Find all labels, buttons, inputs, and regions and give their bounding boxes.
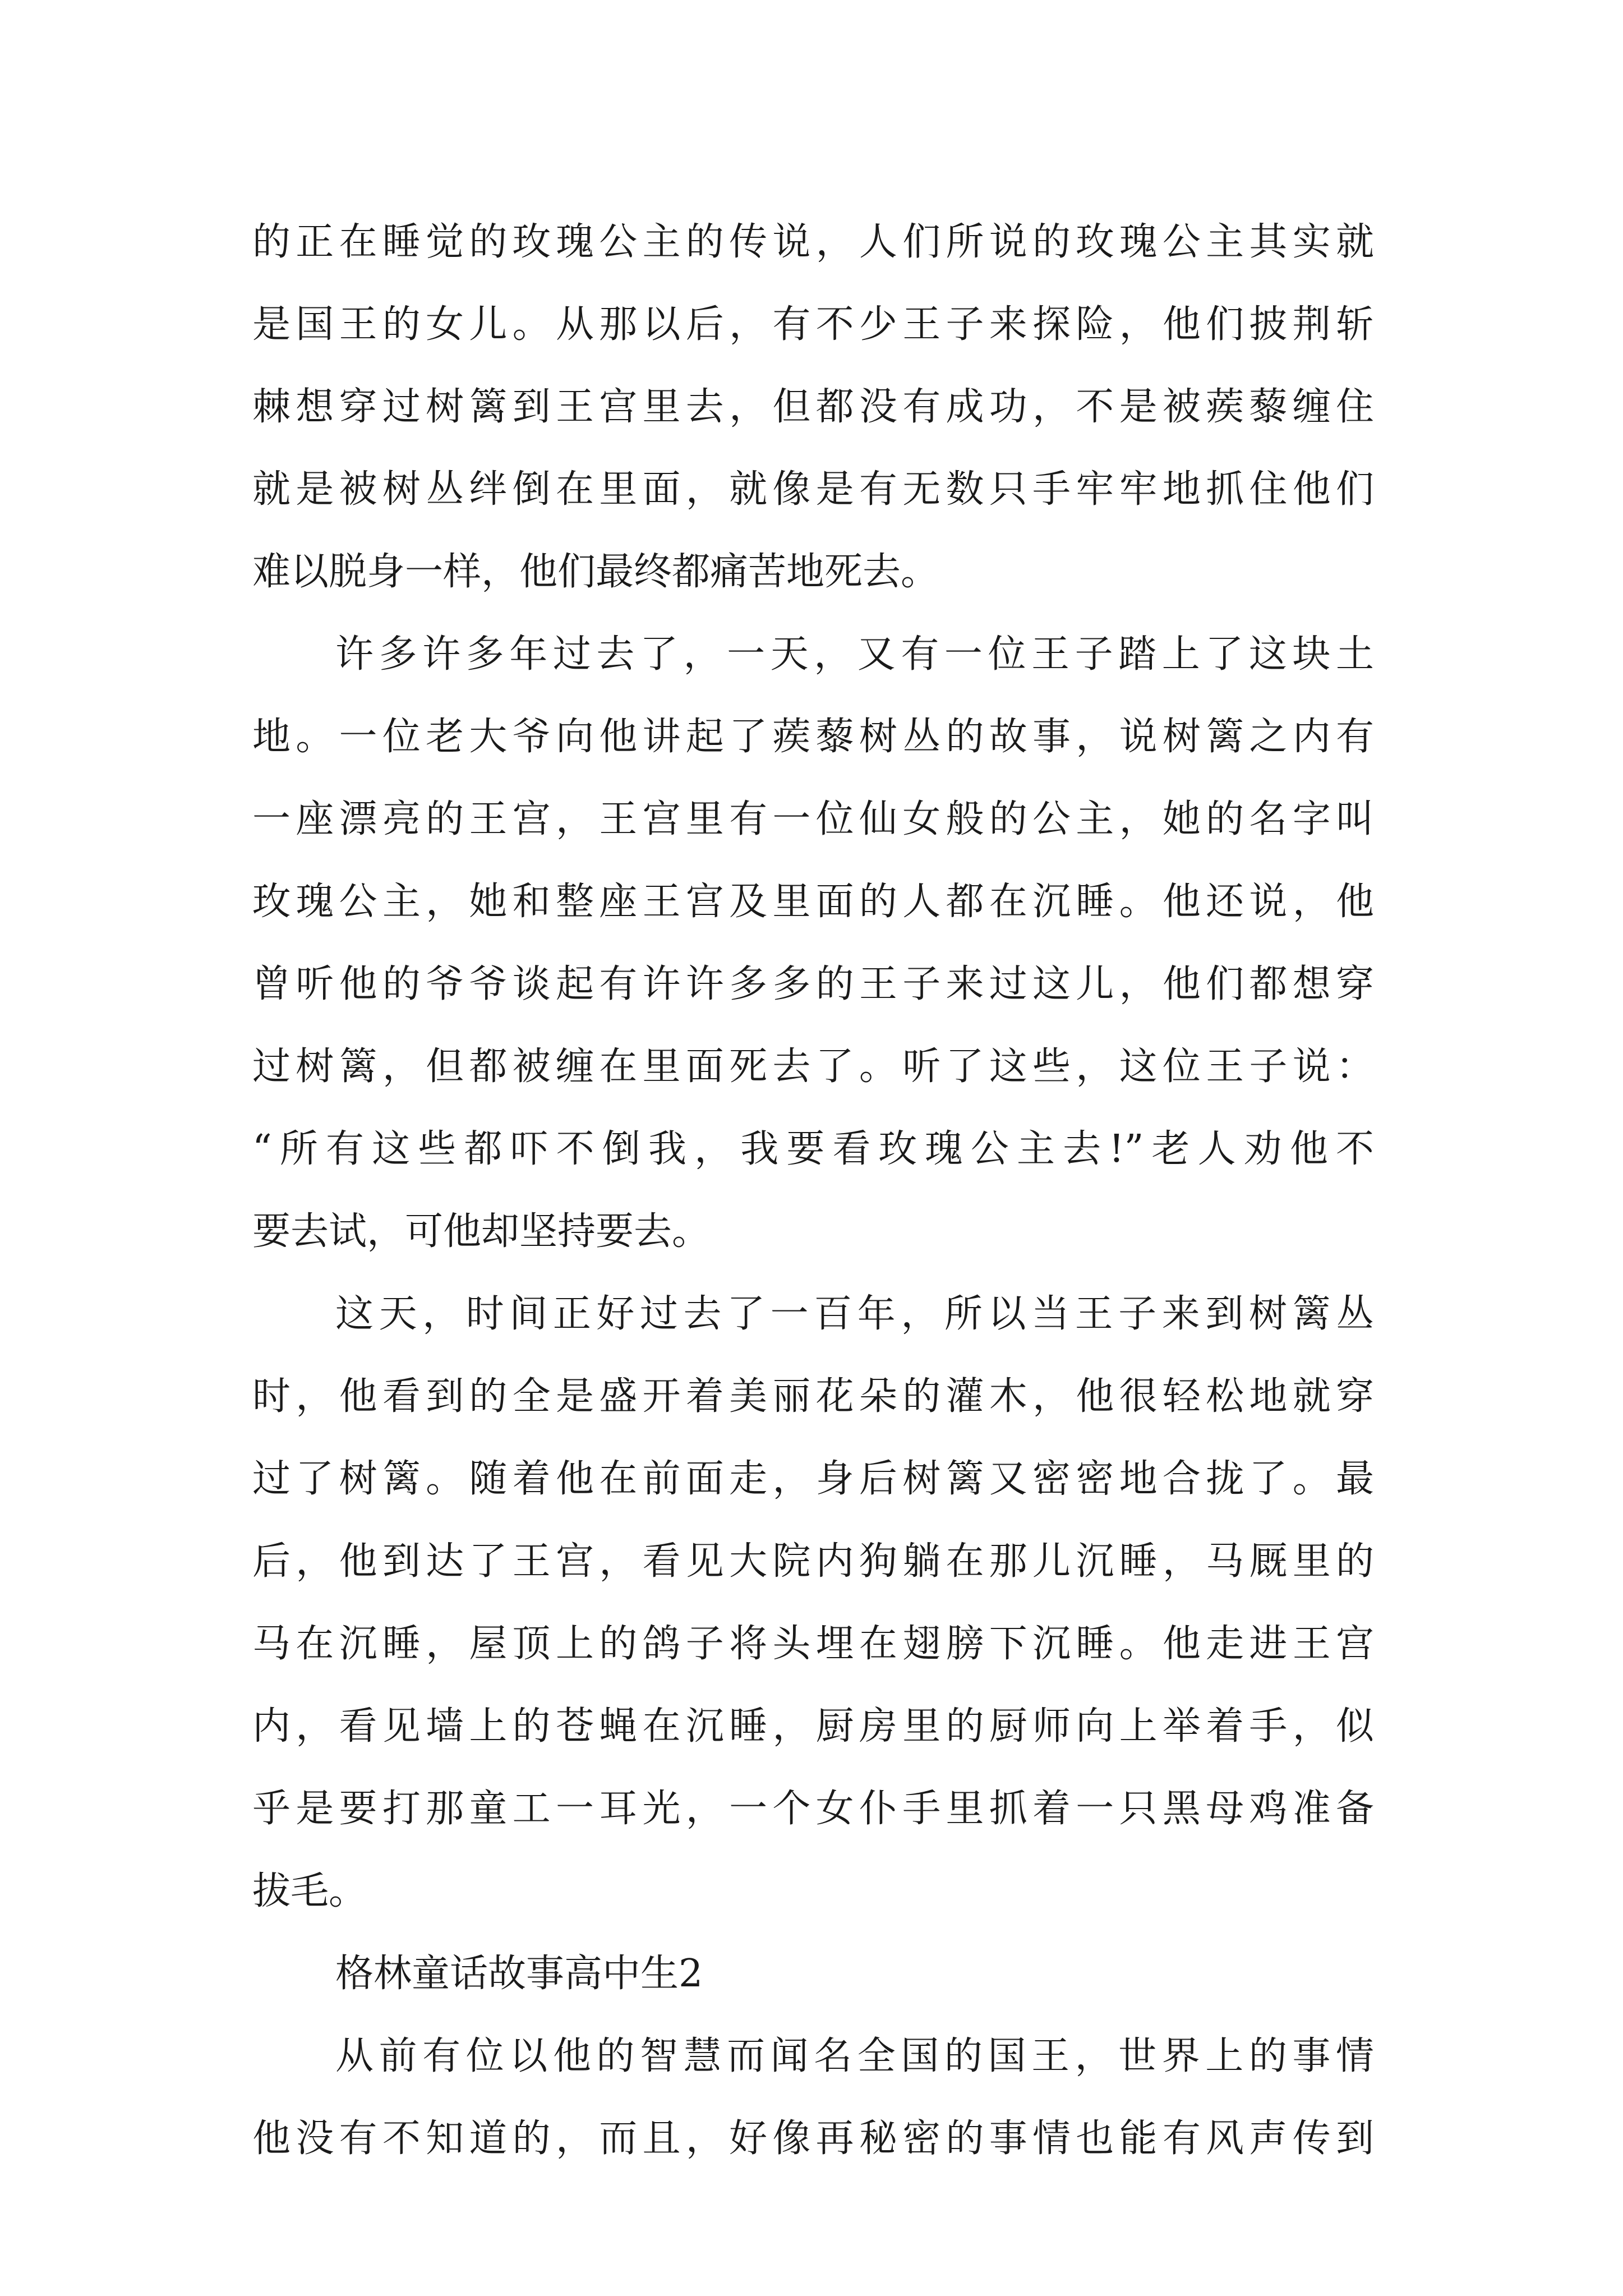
- text-line: 曾听他的爷爷谈起有许许多多的王子来过这儿，他们都想穿: [252, 962, 1374, 1006]
- text-line: 过了树篱。随着他在前面走，身后树篱又密密地合拢了。最: [252, 1457, 1374, 1501]
- text-line: 要去试，可他却坚持要去。: [252, 1209, 711, 1254]
- paragraph-first-line: 许多许多年过去了，一天，又有一位王子踏上了这块土: [335, 632, 1374, 677]
- text-line: 难以脱身一样，他们最终都痛苦地死去。: [252, 550, 939, 594]
- text-line: 棘想穿过树篱到王宫里去，但都没有成功，不是被蒺藜缠住: [252, 385, 1374, 429]
- text-line: 是国王的女儿。从那以后，有不少王子来探险，他们披荆斩: [252, 302, 1374, 347]
- text-line: “所有这些都吓不倒我，我要看玫瑰公主去!”老人劝他不: [252, 1127, 1374, 1171]
- text-line: 过树篱，但都被缠在里面死去了。听了这些，这位王子说：: [252, 1045, 1374, 1089]
- text-line: 拔毛。: [252, 1869, 367, 1913]
- text-line: 玫瑰公主，她和整座王宫及里面的人都在沉睡。他还说，他: [252, 880, 1374, 924]
- text-line: 乎是要打那童工一耳光，一个女仆手里抓着一只黑母鸡准备: [252, 1787, 1374, 1831]
- text-line: 内，看见墙上的苍蝇在沉睡，厨房里的厨师向上举着手，似: [252, 1704, 1374, 1749]
- text-line: 就是被树丛绊倒在里面，就像是有无数只手牢牢地抓住他们: [252, 467, 1374, 512]
- paragraph-first-line: 这天，时间正好过去了一百年，所以当王子来到树篱丛: [335, 1292, 1374, 1336]
- text-line: 他没有不知道的，而且，好像再秘密的事情也能有风声传到: [252, 2116, 1374, 2161]
- paragraph-first-line: 从前有位以他的智慧而闻名全国的国王，世界上的事情: [335, 2034, 1374, 2078]
- text-line: 后，他到达了王宫，看见大院内狗躺在那儿沉睡，马厩里的: [252, 1539, 1374, 1584]
- text-line: 马在沉睡，屋顶上的鸽子将头埋在翅膀下沉睡。他走进王宫: [252, 1622, 1374, 1666]
- section-heading: 格林童话故事高中生2: [335, 1952, 703, 1996]
- text-line: 的正在睡觉的玫瑰公主的传说，人们所说的玫瑰公主其实就: [252, 220, 1374, 264]
- text-line: 时，他看到的全是盛开着美丽花朵的灌木，他很轻松地就穿: [252, 1374, 1374, 1419]
- text-line: 一座漂亮的王宫，王宫里有一位仙女般的公主，她的名字叫: [252, 797, 1374, 841]
- text-line: 地。一位老大爷向他讲起了蒺藜树丛的故事，说树篱之内有: [252, 715, 1374, 759]
